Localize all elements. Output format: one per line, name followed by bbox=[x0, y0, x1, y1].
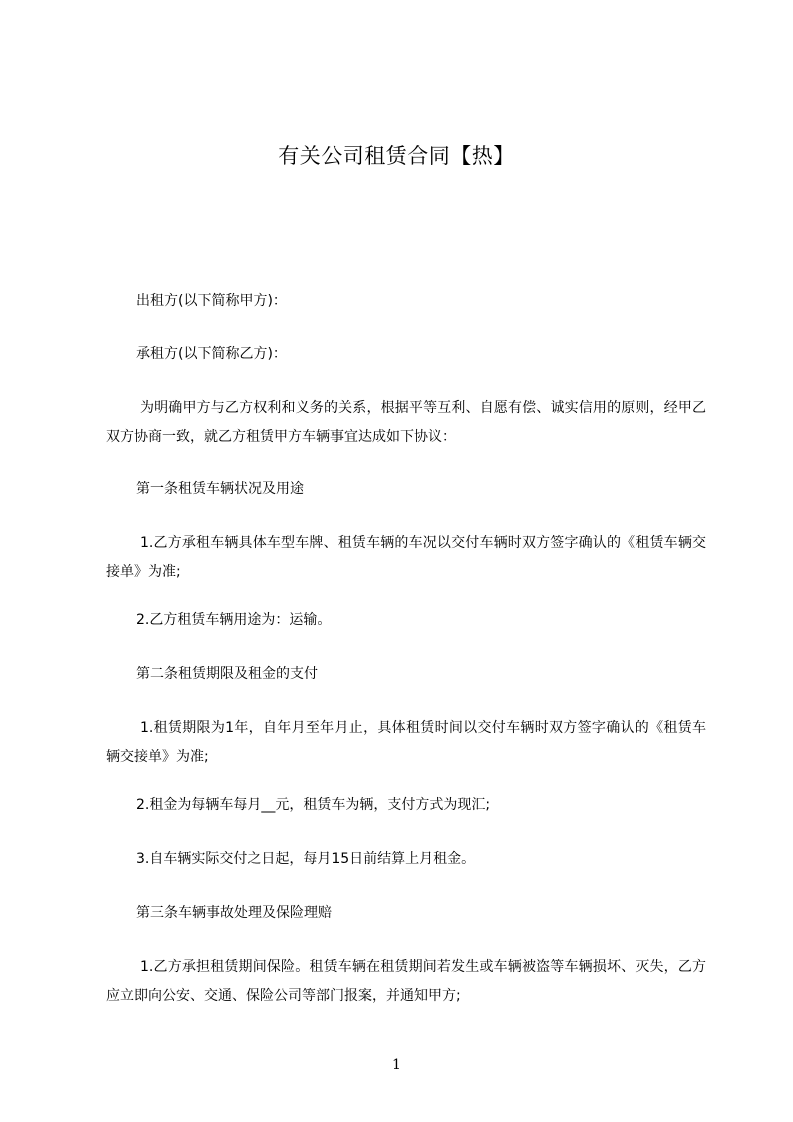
article-2-clause-2: 2.租金为每辆车每月__元，租赁车为辆，支付方式为现汇; bbox=[136, 797, 491, 813]
article-3-heading: 第三条车辆事故处理及保险理赔 bbox=[136, 905, 332, 921]
article-1-clause-2: 2.乙方租赁车辆用途为：运输。 bbox=[136, 612, 332, 628]
page-number: 1 bbox=[392, 1057, 401, 1073]
lessee-line: 承租方(以下简称乙方)： bbox=[136, 346, 287, 362]
article-1-heading: 第一条租赁车辆状况及用途 bbox=[136, 481, 304, 497]
document-title: 有关公司租赁合同【热】 bbox=[278, 144, 515, 168]
article-2-clause-3: 3.自车辆实际交付之日起，每月15日前结算上月租金。 bbox=[136, 851, 476, 867]
article-3-clause-1: 1.乙方承担租赁期间保险。租赁车辆在租赁期间若发生或车辆被盗等车辆损坏、灭失，乙方应立即向公安、交通、保险公司等部门报案，并通知甲方; bbox=[106, 959, 706, 1004]
article-1-clause-1: 1.乙方承租车辆具体车型车牌、租赁车辆的车况以交付车辆时双方签字确认的《租赁车辆交接单》为准; bbox=[106, 535, 706, 580]
article-2-heading: 第二条租赁期限及租金的支付 bbox=[136, 666, 318, 682]
article-2-clause-1: 1.租赁期限为1年，自年月至年月止，具体租赁时间以交付车辆时双方签字确认的《租赁车辆交接单》为准; bbox=[106, 720, 706, 765]
lessor-line: 出租方(以下简称甲方)： bbox=[136, 293, 287, 309]
preamble-paragraph: 为明确甲方与乙方权利和义务的关系，根据平等互利、自愿有偿、诚实信用的原则，经甲乙双方协商一致，就乙方租赁甲方车辆事宜达成如下协议： bbox=[106, 400, 706, 445]
